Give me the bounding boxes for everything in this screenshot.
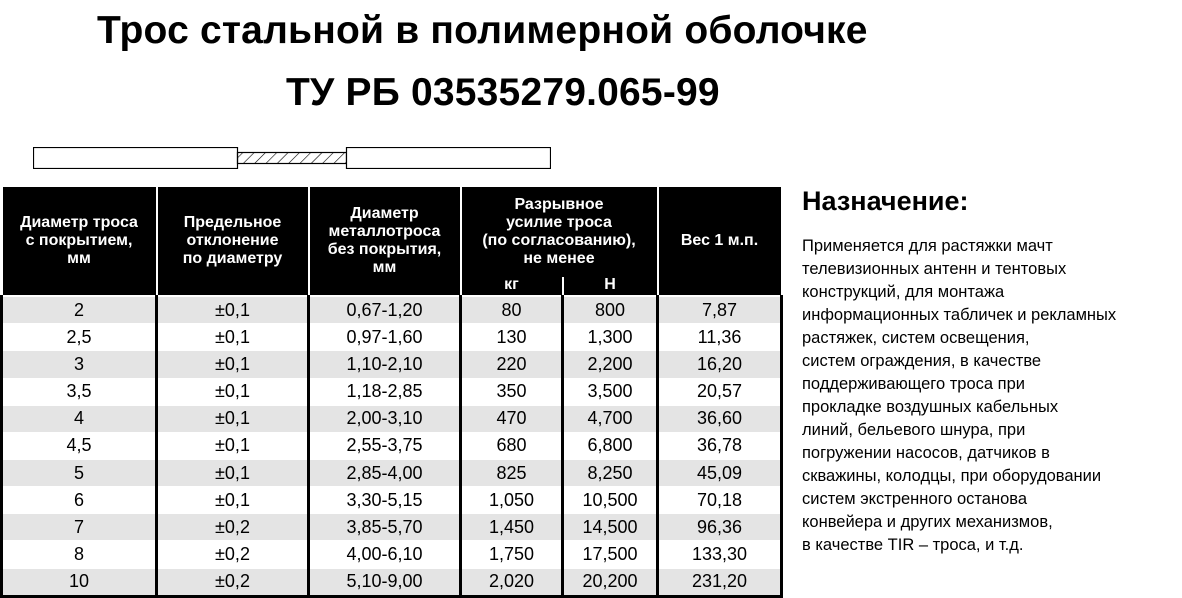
cell-diameter-core: 2,85-4,00	[309, 459, 461, 486]
purpose-line: телевизионных антенн и тентовых	[802, 260, 1067, 278]
spec-standard-title: ТУ РБ 03535279.065-99	[286, 71, 720, 114]
cell-tolerance: ±0,1	[157, 487, 309, 514]
cell-force-kg: 130	[461, 324, 563, 351]
table-row	[2, 459, 782, 486]
cell-tolerance: ±0,1	[157, 378, 309, 405]
cell-weight: 20,57	[658, 378, 782, 405]
cell-force-n: 3,500	[563, 378, 658, 405]
cell-weight: 11,36	[658, 324, 782, 351]
header-unit-kg: кг	[461, 277, 563, 296]
cell-weight: 45,09	[658, 459, 782, 486]
cell-force-n: 8,250	[563, 459, 658, 486]
cell-diameter-coated: 4	[2, 405, 157, 432]
cell-diameter-coated: 3	[2, 351, 157, 378]
page-title: Трос стальной в полимерной оболочке	[97, 9, 868, 52]
cell-weight: 133,30	[658, 541, 782, 568]
cell-tolerance: ±0,1	[157, 405, 309, 432]
cell-weight: 231,20	[658, 568, 782, 596]
cell-tolerance: ±0,1	[157, 324, 309, 351]
cell-tolerance: ±0,2	[157, 541, 309, 568]
cell-diameter-coated: 10	[2, 568, 157, 596]
cell-force-n: 14,500	[563, 514, 658, 541]
purpose-line: поддерживающего троса при	[802, 375, 1025, 393]
purpose-line: скважины, колодцы, при оборудовании	[802, 467, 1102, 485]
purpose-line: погружении насосов, датчиков в	[802, 444, 1050, 462]
header-unit-n: Н	[563, 277, 658, 296]
cell-diameter-coated: 8	[2, 541, 157, 568]
cell-force-n: 20,200	[563, 568, 658, 596]
cell-diameter-core: 5,10-9,00	[309, 568, 461, 596]
cell-diameter-core: 3,30-5,15	[309, 487, 461, 514]
cell-force-kg: 350	[461, 378, 563, 405]
table-row	[2, 405, 782, 432]
cell-force-kg: 220	[461, 351, 563, 378]
cell-force-n: 4,700	[563, 405, 658, 432]
purpose-line: конвейера и других механизмов,	[802, 513, 1053, 531]
cell-tolerance: ±0,2	[157, 514, 309, 541]
table-row	[2, 541, 782, 568]
cell-weight: 36,78	[658, 432, 782, 459]
purpose-heading: Назначение:	[802, 186, 969, 216]
table-row	[2, 568, 782, 596]
table-row	[2, 514, 782, 541]
cell-tolerance: ±0,1	[157, 459, 309, 486]
table-row	[2, 432, 782, 459]
purpose-line: в качестве TIR – троса, и т.д.	[802, 536, 1024, 554]
cell-tolerance: ±0,2	[157, 568, 309, 596]
purpose-line: прокладке воздушных кабельных	[802, 398, 1059, 416]
cell-diameter-coated: 2,5	[2, 324, 157, 351]
cell-tolerance: ±0,1	[157, 432, 309, 459]
cell-force-kg: 1,050	[461, 487, 563, 514]
cell-diameter-coated: 6	[2, 487, 157, 514]
header-weight: Вес 1 м.п.	[658, 186, 782, 296]
purpose-description	[802, 235, 1180, 557]
purpose-line: линий, бельевого шнура, при	[802, 421, 1026, 439]
purpose-line: Применяется для растяжки мачт	[802, 237, 1053, 255]
table-row	[2, 378, 782, 405]
cell-weight: 7,87	[658, 296, 782, 324]
cell-force-n: 800	[563, 296, 658, 324]
purpose-line: систем экстренного останова	[802, 490, 1028, 508]
cell-force-kg: 1,750	[461, 541, 563, 568]
cell-force-n: 17,500	[563, 541, 658, 568]
table-row	[2, 351, 782, 378]
cell-diameter-core: 1,18-2,85	[309, 378, 461, 405]
table-row	[2, 296, 782, 324]
cell-force-n: 2,200	[563, 351, 658, 378]
cell-diameter-coated: 5	[2, 459, 157, 486]
cell-force-kg: 1,450	[461, 514, 563, 541]
purpose-line: систем ограждения, в качестве	[802, 352, 1042, 370]
header-tolerance: Предельное отклонение по диаметру	[157, 186, 309, 296]
cell-tolerance: ±0,1	[157, 296, 309, 324]
cell-weight: 96,36	[658, 514, 782, 541]
cell-force-n: 1,300	[563, 324, 658, 351]
cell-force-kg: 825	[461, 459, 563, 486]
cell-force-kg: 470	[461, 405, 563, 432]
cell-force-kg: 2,020	[461, 568, 563, 596]
cell-force-kg: 680	[461, 432, 563, 459]
header-breaking-force: Разрывное усилие троса (по согласованию), не менее	[461, 186, 658, 277]
purpose-line: растяжек, систем освещения,	[802, 329, 1030, 347]
table-row	[2, 487, 782, 514]
table-row	[2, 324, 782, 351]
cell-diameter-core: 0,67-1,20	[309, 296, 461, 324]
cell-diameter-coated: 7	[2, 514, 157, 541]
cell-diameter-core: 2,00-3,10	[309, 405, 461, 432]
cell-diameter-core: 0,97-1,60	[309, 324, 461, 351]
cell-force-n: 10,500	[563, 487, 658, 514]
cell-weight: 16,20	[658, 351, 782, 378]
cell-diameter-coated: 3,5	[2, 378, 157, 405]
header-diameter-coated: Диаметр троса с покрытием, мм	[2, 186, 157, 296]
cell-diameter-coated: 2	[2, 296, 157, 324]
cell-diameter-core: 4,00-6,10	[309, 541, 461, 568]
header-diameter-core: Диаметр металлотроса без покрытия, мм	[309, 186, 461, 296]
cell-force-n: 6,800	[563, 432, 658, 459]
cable-spec-table	[0, 185, 783, 598]
cell-diameter-coated: 4,5	[2, 432, 157, 459]
cell-force-kg: 80	[461, 296, 563, 324]
purpose-line: информационных табличек и рекламных	[802, 306, 1117, 324]
cell-diameter-core: 3,85-5,70	[309, 514, 461, 541]
cell-weight: 70,18	[658, 487, 782, 514]
cable-cross-section-diagram	[33, 147, 551, 169]
cell-diameter-core: 1,10-2,10	[309, 351, 461, 378]
cell-diameter-core: 2,55-3,75	[309, 432, 461, 459]
cell-weight: 36,60	[658, 405, 782, 432]
cell-tolerance: ±0,1	[157, 351, 309, 378]
purpose-line: конструкций, для монтажа	[802, 283, 1005, 301]
